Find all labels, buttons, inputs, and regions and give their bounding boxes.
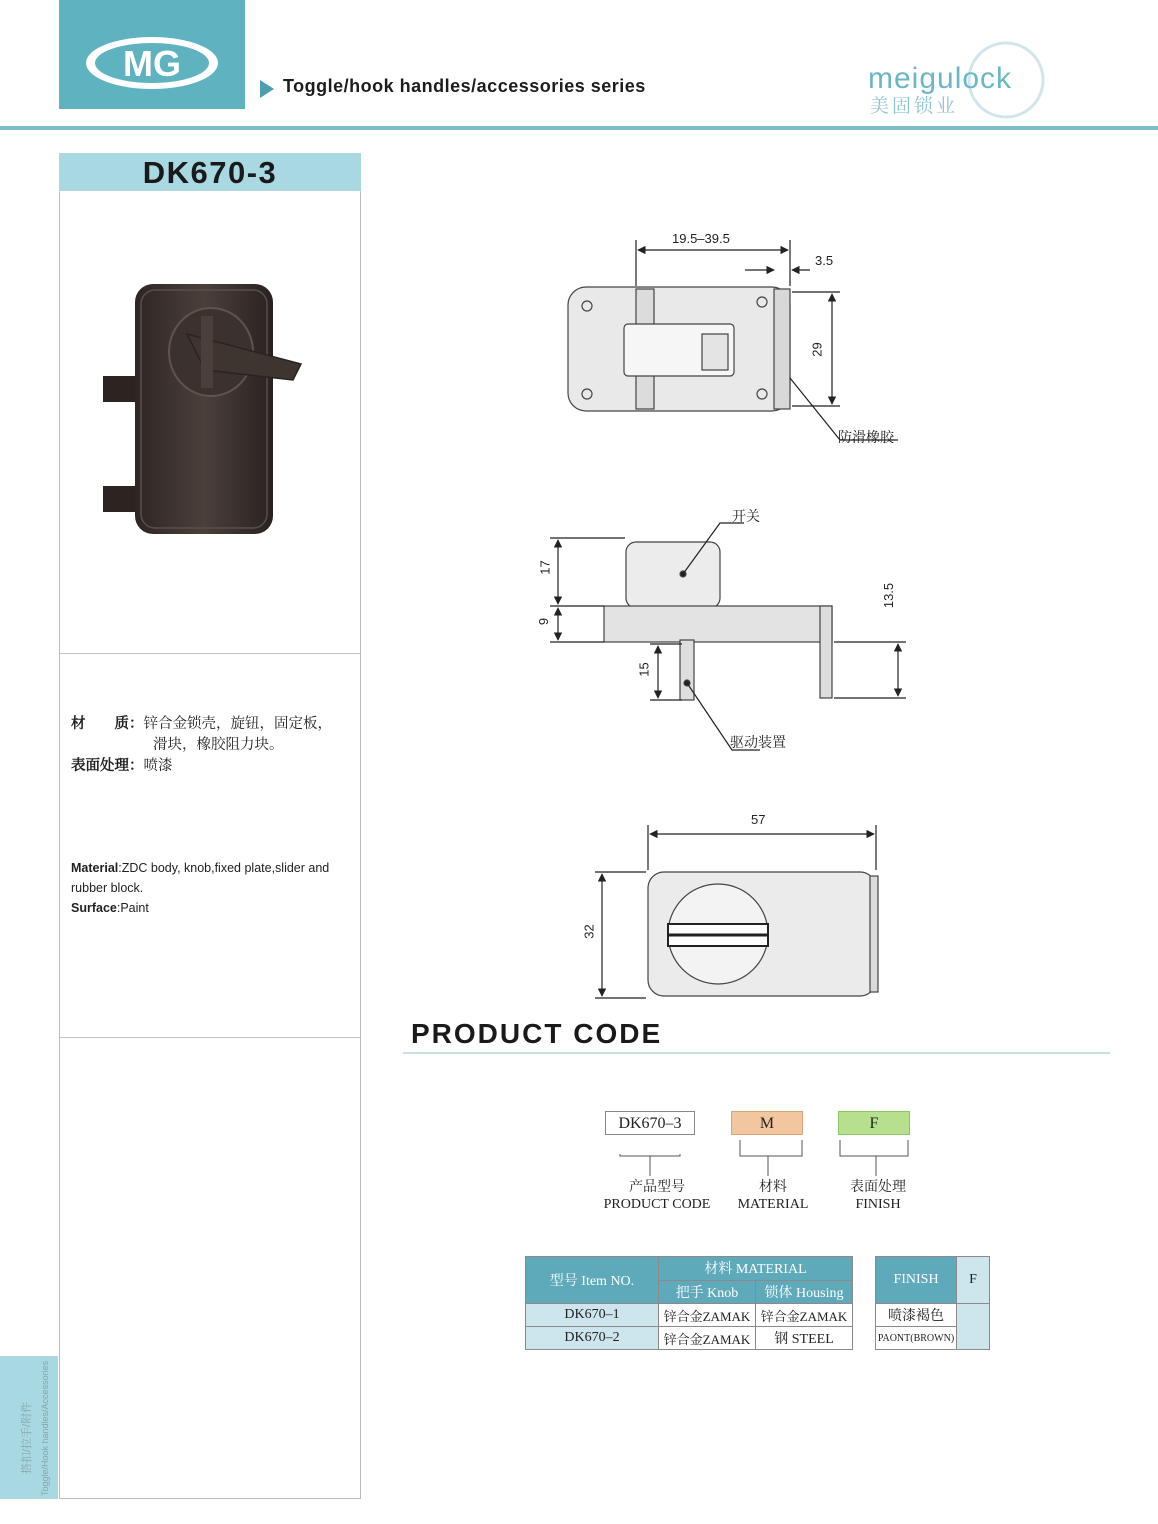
material-en-value-2: rubber block. [71, 881, 144, 895]
finish-value-en: PAONT(BROWN) [876, 1327, 957, 1350]
logo-banner [59, 0, 245, 109]
code-connectors [600, 1136, 920, 1176]
code-label-finish-en: FINISH [855, 1197, 901, 1212]
side-tab-cn: 搭扣/拉手/附件 [21, 1401, 33, 1474]
dim-front-height: 32 [581, 924, 597, 939]
product-photo [95, 276, 315, 538]
table-row [526, 1304, 853, 1327]
code-box-finish: F [838, 1111, 910, 1135]
dim-height: 29 [809, 342, 825, 357]
brand-name-cn: 美固锁业 [870, 95, 959, 117]
note-switch: 开关 [732, 508, 760, 524]
material-cn [71, 714, 361, 777]
knob-header: 把手 Knob [659, 1280, 756, 1304]
code-box-material: M [731, 1111, 803, 1135]
side-view [550, 523, 906, 750]
finish-table [875, 1256, 990, 1350]
product-title: DK670-3 [59, 153, 361, 191]
dim-leg: 13.5 [881, 582, 897, 609]
row-knob: 锌合金ZAMAK [659, 1304, 756, 1327]
panel-divider [59, 1037, 361, 1038]
row-knob: 锌合金ZAMAK [659, 1327, 756, 1350]
product-code-title: PRODUCT CODE [411, 1018, 663, 1049]
dim-drive: 15 [636, 662, 652, 677]
material-en [71, 858, 361, 918]
material-cn-value: 锌合金锁壳，旋钮，固定板， [143, 716, 332, 732]
mg-logo [59, 0, 245, 109]
panel-divider [59, 653, 361, 654]
brand-logo [866, 36, 1086, 120]
dim-plate-height: 9 [536, 617, 552, 626]
code-label-material-en: MATERIAL [737, 1197, 809, 1212]
dim-knob-height: 17 [537, 560, 553, 575]
dim-front-width: 57 [751, 812, 766, 827]
item-header: 型号 Item NO. [526, 1257, 659, 1304]
housing-header: 锁体 Housing [756, 1280, 853, 1304]
code-box-model: DK670–3 [605, 1111, 695, 1135]
side-tab-en: Toggle/Hook handles/Accessories [40, 1360, 50, 1496]
note-drive: 驱动装置 [730, 734, 786, 750]
row-housing: 锌合金ZAMAK [756, 1304, 853, 1327]
technical-drawings [400, 220, 960, 1010]
product-code-divider [403, 1052, 1110, 1054]
logo-text: MG [123, 43, 181, 84]
material-en-value: :ZDC body, knob,fixed plate,slider and [118, 861, 330, 875]
series-arrow-icon [260, 80, 274, 98]
material-table [525, 1256, 853, 1350]
dim-offset: 3.5 [815, 253, 834, 268]
series-title: Toggle/hook handles/accessories series [283, 76, 646, 96]
surface-cn-label: 表面处理： [71, 758, 144, 774]
front-view [595, 825, 878, 998]
finish-code-cell [957, 1304, 990, 1350]
finish-value-cn: 喷漆褐色 [876, 1304, 957, 1327]
row-item: DK670–2 [526, 1327, 659, 1350]
code-label-model-cn: 产品型号 [629, 1180, 685, 1195]
dim-width-range: 19.5–39.5 [672, 231, 730, 246]
top-view [568, 240, 898, 440]
surface-en-value: :Paint [116, 901, 149, 915]
row-item: DK670–1 [526, 1304, 659, 1327]
material-header: 材料 MATERIAL [659, 1257, 853, 1281]
material-en-label: Material [71, 861, 119, 875]
code-label-material [720, 1179, 826, 1213]
code-label-material-cn: 材料 [759, 1180, 787, 1195]
brand-name-en: meigulock [868, 62, 1013, 95]
finish-code: F [957, 1257, 990, 1304]
code-label-finish [830, 1179, 926, 1213]
note-rubber: 防滑橡胶 [838, 429, 894, 445]
material-cn-value-2: 滑块，橡胶阻力块。 [153, 737, 284, 753]
material-cn-label: 材 质： [71, 716, 144, 732]
code-label-model-en: PRODUCT CODE [603, 1197, 711, 1212]
finish-header: FINISH [876, 1257, 957, 1304]
side-category-tab [0, 1356, 58, 1499]
surface-cn-value: 喷漆 [143, 758, 173, 774]
code-label-model [594, 1179, 720, 1213]
code-label-finish-cn: 表面处理 [850, 1180, 906, 1195]
table-row [526, 1327, 853, 1350]
header-divider [0, 126, 1158, 130]
row-housing: 钢 STEEL [756, 1327, 853, 1350]
surface-en-label: Surface [71, 901, 117, 915]
